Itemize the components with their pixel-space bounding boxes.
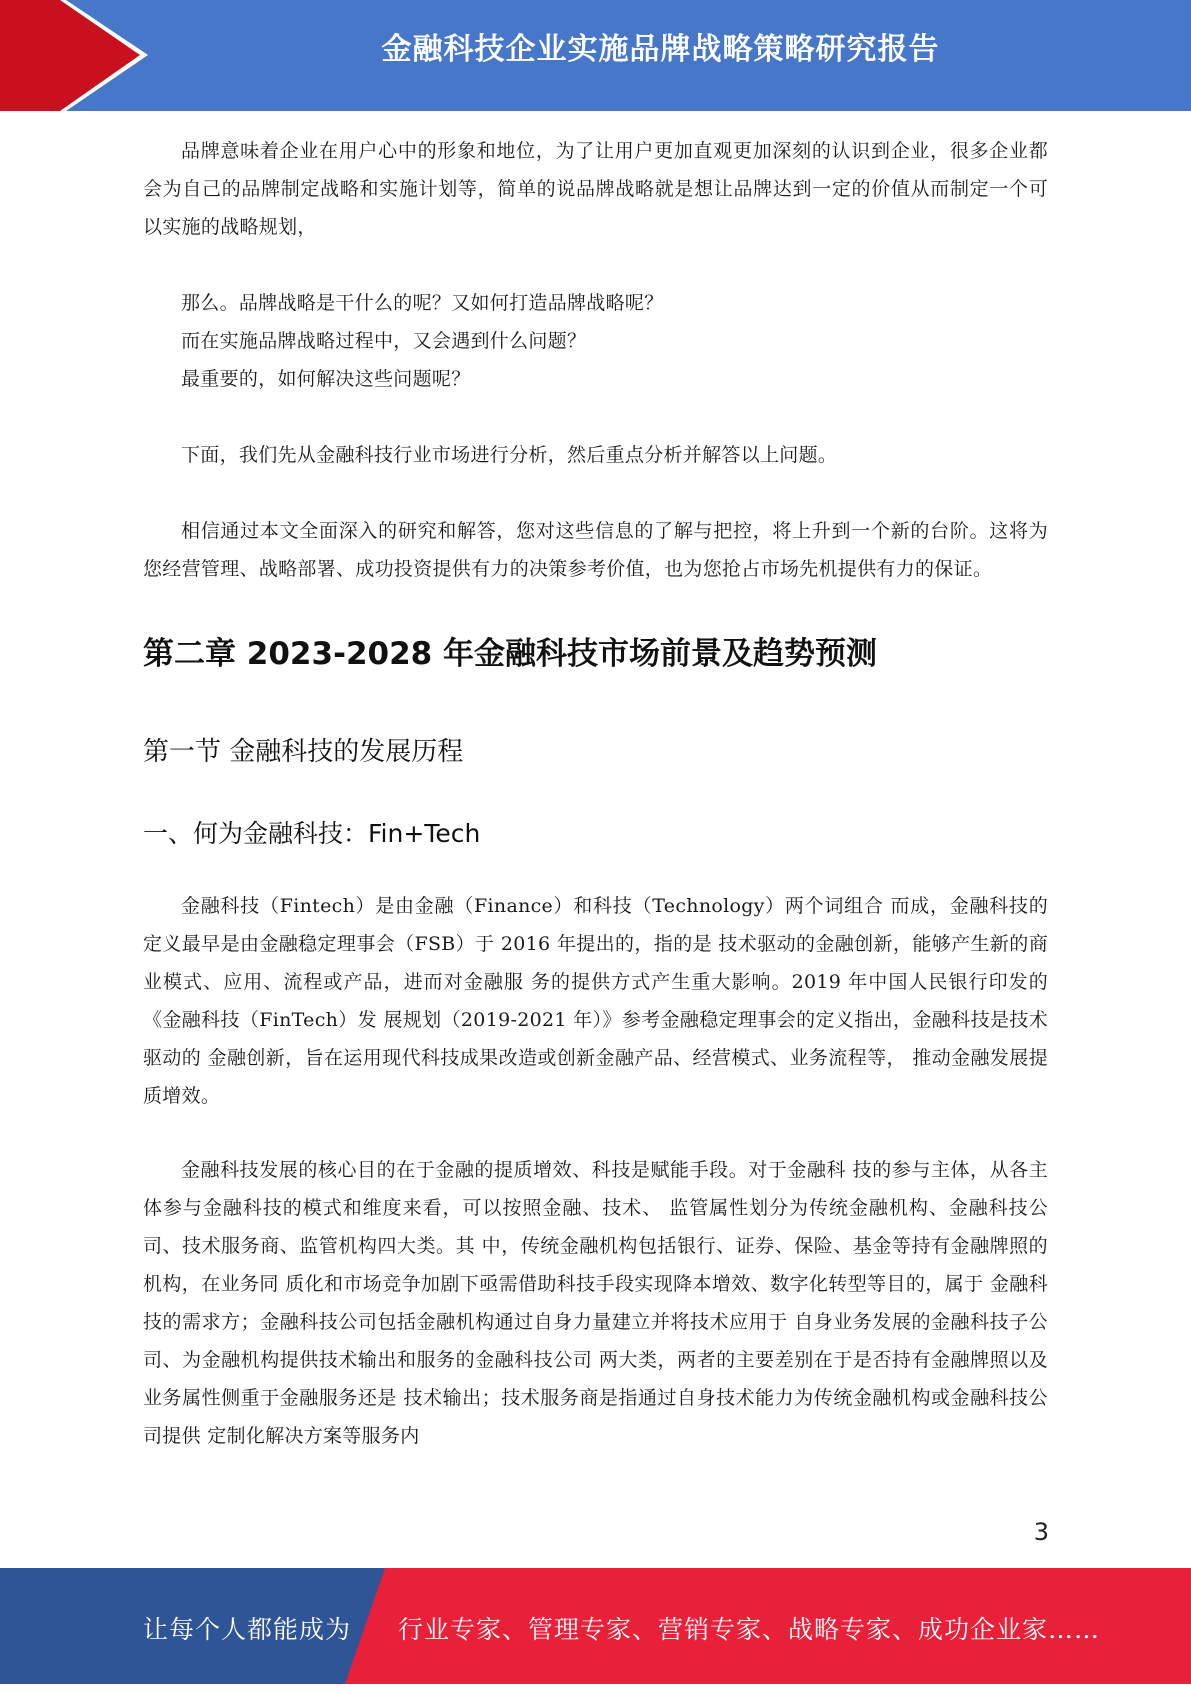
intro-paragraph-3: 相信通过本文全面深入的研究和解答，您对这些信息的了解与把控，将上升到一个新的台阶。这将为您经营管理、战略部署、成功投资提供有力的决策参考价值，也为您抢占市场先机提供有力的保证。 — [143, 520, 1048, 580]
header-banner — [0, 0, 1191, 111]
footer-slogan-lead: 让每个人都能成为 — [143, 1615, 352, 1644]
intro-question-3: 最重要的，如何解决这些问题呢？ — [181, 368, 471, 390]
footer-banner — [0, 1568, 1191, 1684]
header-chevron-graphic — [0, 0, 150, 111]
footer-slogan-roles: 行业专家、管理专家、营销专家、战略专家、成功企业家…… — [398, 1615, 1101, 1644]
intro-paragraph-2: 下面，我们先从金融科技行业市场进行分析，然后重点分析并解答以上问题。 — [181, 444, 838, 466]
section-heading: 第一节 金融科技的发展历程 — [143, 737, 464, 767]
body-paragraph-2: 金融科技发展的核心目的在于金融的提质增效、科技是赋能手段。对于金融科 技的参与主体，从各主体参与金融科技的模式和维度来看，可以按照金融、技术、 监管属性划分为传统金融机构、金融科技公司、技术服务商、监管机构四大类。其 中，传统金融机构包括银行、证券、保险、基金等持有金融牌照的机构，在业务同 质化和市场竞争加剧下亟需借助科技手段实现降本增效、数字化转型等目的，属于 金融科技的需求方；金融科技公司包括金融机构通过自身力量建立并将技术应用于 自身业务发展的金融科技子公司、为金融机构提供技术输出和服务的金融科技公司 两大类，两者的主要差别在于是否持有金融牌照以及业务属性侧重于金融服务还是 技术输出；技术服务商是指通过自身技术能力为传统金融机构或金融科技公司提供 定制化解决方案等服务内 — [143, 1159, 1048, 1447]
intro-question-2: 而在实施品牌战略过程中，又会遇到什么问题？ — [181, 330, 587, 352]
intro-paragraph-1: 品牌意味着企业在用户心中的形象和地位，为了让用户更加直观更加深刻的认识到企业，很多企业都会为自己的品牌制定战略和实施计划等，简单的说品牌战略就是想让品牌达到一定的价值从而制定一个可以实施的战略规划， — [143, 140, 1048, 238]
chapter-heading: 第二章 2023-2028 年金融科技市场前景及趋势预测 — [143, 636, 878, 672]
subsection-heading: 一、何为金融科技：Fin+Tech — [143, 819, 481, 848]
chevron-red-arrow — [0, 0, 140, 111]
report-title: 金融科技企业实施品牌战略策略研究报告 — [381, 32, 940, 67]
page-content — [143, 132, 1048, 1455]
page-number: 3 — [1033, 1518, 1049, 1546]
body-paragraph-1: 金融科技（Fintech）是由金融（Finance）和科技（Technology）两个词组合 而成，金融科技的定义最早是由金融稳定理事会（FSB）于 2016 年提出的，指的是 技术驱动的金融创新，能够产生新的商业模式、应用、流程或产品，进而对金融服 务的提供方式产生重大影响。2019 年中国人民银行印发的《金融科技（FinTech）发 展规划（2019-2021 年）》参考金融稳定理事会的定义指出，金融科技是技术驱动的 金融创新，旨在运用现代科技成果改造或创新金融产品、经营模式、业务流程等， 推动金融发展提质增效。 — [143, 895, 1048, 1107]
intro-question-1: 那么。品牌战略是干什么的呢？又如何打造品牌战略呢？ — [181, 292, 664, 314]
